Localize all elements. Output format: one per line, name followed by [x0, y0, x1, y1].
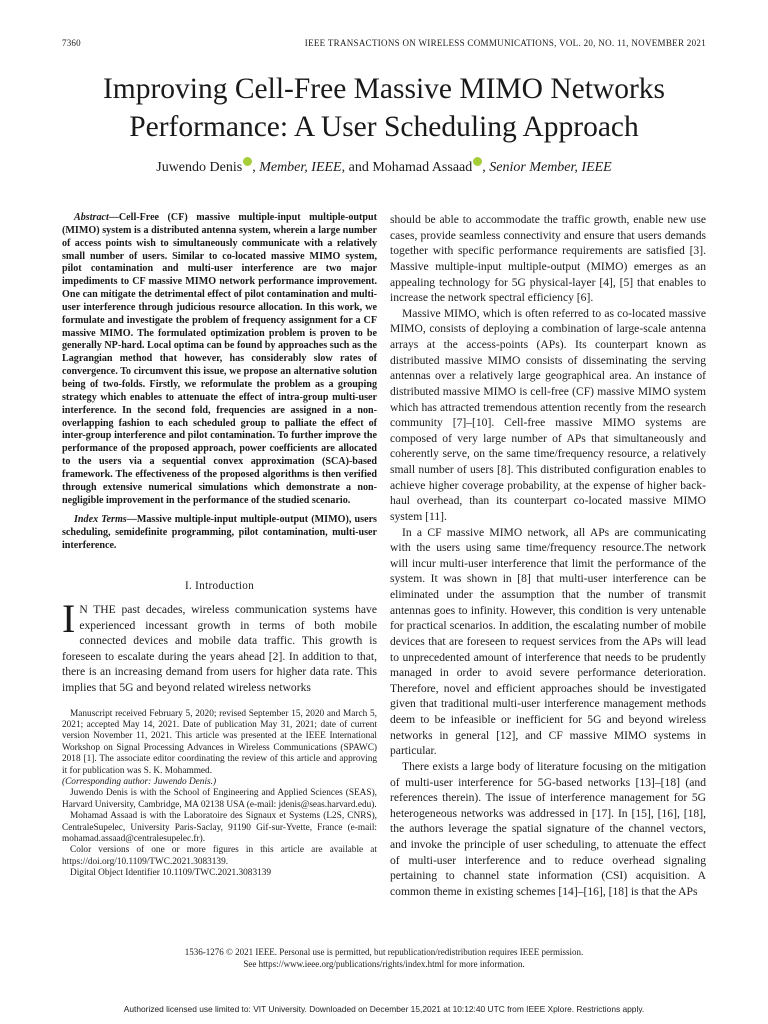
footnote-corresponding: (Corresponding author: Juwendo Denis.): [62, 776, 217, 787]
footnote-color: Color versions of one or more figures in this article are available at https://doi.org/10.1109/TWC.2021.3083139.: [62, 845, 377, 867]
body-paragraph-2: Massive MIMO, which is often referred to as co-located massive MIMO, consists of deploying a combination of large-scale antenna arrays at the access-points (APs). Its counterpart known as distributed massive MIMO consists of disseminating the serving antennas over a relatively large geographical area. An instance of distributed massive MIMO is cell-free (CF) massive MIMO system which has attracted tremendous attention recently from the research community [7]–[10]. Cell-free massive MIMO systems are composed of very large number of APs that simultaneously and coherently serve, on the same time/frequency resource, a relatively small number of users [8]. This distributed configuration enables to achieve higher coverage probability, at the expense of higher back-haul overhead, than its counterpart co-located massive MIMO system [11].: [390, 306, 706, 523]
footnotes: [62, 709, 377, 880]
intro-text: N THE past decades, wireless communication systems have experienced incessant growth in terms of both mobile connected devices and mobile data traffic. This growth is foreseen to escalate during the years ahead [2]. In addition to that, there is an increasing demand from users for higher data rate. This implies that 5G and beyond related wireless networks: [62, 602, 377, 694]
author-name-1: Juwendo Denis: [156, 160, 243, 175]
index-terms-label: Index Terms: [74, 514, 127, 526]
title-line-2: Performance: A User Scheduling Approach: [129, 111, 639, 143]
left-column: [62, 212, 377, 880]
author-name-2: Mohamad Assaad: [372, 160, 473, 175]
section-heading: I. Introduction: [184, 579, 255, 592]
intro-paragraph: [62, 595, 377, 696]
footnote-received: Manuscript received February 5, 2020; revised September 15, 2020 and March 5, 2021; accepted May 14, 2021. Date of publication May 31, 2021; date of current version November 11, 2021. This article was presented at the IEEE International Workshop on Signal Processing Advances in Wireless Communications (SPAWC) 2018 [1]. The associate editor coordinating the review of this article and approving it for publication was S. K. Mohammed.: [62, 708, 377, 776]
index-terms: Index Terms—Massive multiple-input multiple-output (MIMO), users scheduling, semidefinite programming, pilot contamination, multi-user interference.: [62, 514, 377, 552]
authorized-use-notice: Authorized licensed use limited to: VIT University. Downloaded on December 15,2021 at 10:12:40 UTC from IEEE Xplore. Restrictions apply.: [123, 1004, 645, 1014]
page-number: 7360: [62, 38, 81, 48]
drop-cap: I: [62, 595, 76, 641]
abstract: Abstract—Cell-Free (CF) massive multiple-input multiple-output (MIMO) system is a distributed antenna system, wherein a large number of access points wish to simultaneously communicate with a relatively small number of users. Similar to co-located massive MIMO system, pilot contamination and multi-user interference are two major impediments to CF massive MIMO network performance improvement. One can mitigate the detrimental effect of pilot contamination and multi-user interference through judicious resource allocation. In this work, we formulate and investigate the problem of frequency assignment for a CF massive MIMO. The formulated optimization problem is proven to be generally NP-hard. Local optima can be found by approaches such as the Lagrangian method that however, has considerably slow rates of convergence. To circumvent this issue, we propose an alternative solution being of two-folds. Firstly, we reformulate the problem as a grouping strategy which enables to attenuate the effect of intra-group multi-user interference. In the second fold, frequencies are assigned in a non-overlapping fashion to each scheduled group to palliate the effect of inter-group interference and pilot contamination. To further improve the performance of the proposed approach, power coefficients are allocated to the users via a sequential convex approximation (SCA)-based framework. The effectiveness of the proposed algorithms is then verified through extensive numerical simulations which demonstrate a non-negligible improvement in the performance of the studied scenario.: [62, 212, 377, 506]
footnote-denis: Juwendo Denis is with the School of Engineering and Applied Sciences (SEAS), Harvard University, Cambridge, MA 02138 USA (e-mail: jdenis@seas.harvard.edu).: [62, 788, 377, 810]
right-column: [390, 212, 706, 900]
journal-header: IEEE TRANSACTIONS ON WIRELESS COMMUNICATIONS, VOL. 20, NO. 11, NOVEMBER 2021: [304, 38, 706, 48]
abstract-text: Cell-Free (CF) massive multiple-input multiple-output (MIMO) system is a distributed antenna system, wherein a large number of access points wish to simultaneously communicate with a relatively small number of users. Similar to co-located massive MIMO system, pilot contamination and multi-user interference are two major impediments to CF massive MIMO network performance improvement. One can mitigate the detrimental effect of pilot contamination and multi-user interference through judicious resource allocation. In this work, we formulate and investigate the problem of frequency assignment for a CF massive MIMO. The formulated optimization problem is proven to be generally NP-hard. Local optima can be found by approaches such as the Lagrangian method that however, has considerably slow rates of convergence. To circumvent this issue, we propose an alternative solution being of two-folds. Firstly, we reformulate the problem as a grouping strategy which enables to attenuate the effect of intra-group multi-user interference. In the second fold, frequencies are assigned in a non-overlapping fashion to each scheduled group to palliate the effect of inter-group interference and pilot contamination. To further improve the performance of the proposed approach, power coefficients are allocated to the users via a sequential convex approximation (SCA)-based framework. The effectiveness of the proposed algorithms is then verified through extensive numerical simulations which demonstrate a non-negligible improvement in the performance of the studied scenario.: [62, 212, 377, 506]
author-line: Juwendo Denis , Member, IEEE, and Mohamad Assaad , Senior Member, IEEE: [40, 157, 728, 176]
index-terms-text: Massive multiple-input multiple-output (MIMO), users scheduling, semidefinite programming, pilot contamination, multi-user interference.: [62, 514, 377, 552]
abstract-label: Abstract: [74, 212, 109, 223]
body-paragraph-1: should be able to accommodate the traffic growth, enable new use cases, provide seamless connectivity and ensure that users demands together with specific performance requirements are satisfied [3]. Massive multiple-input multiple-output (MIMO) emerges as an appealing technology for 5G physical-layer [4], [5] that enables to increase the network spectral efficiency [6].: [390, 213, 706, 305]
author-role-2: Senior Member, IEEE: [489, 160, 612, 175]
title-line-1: Improving Cell-Free Massive MIMO Networks: [102, 73, 666, 105]
body-paragraph-4: There exists a large body of literature focusing on the mitigation of multi-user interference for 5G-based networks [13]–[18] (and references therein). The issue of interference management for 5G heterogeneous networks was addressed in [17]. In [15], [16], [18], the authors leverage the spatial signature of the channel vectors, and invoke the principle of user scheduling, to attenuate the effect of multi-user interference and to reduce overhead signaling pertaining to channel state information (CSI) acquisition. A common theme in existing schemes [14]–[16], [18] is that the APs: [390, 759, 706, 898]
copyright-line-2: See https://www.ieee.org/publications/rights/index.html for more information.: [243, 959, 525, 969]
orcid-icon[interactable]: [473, 157, 482, 166]
orcid-icon[interactable]: [243, 157, 252, 166]
footnote-doi: Digital Object Identifier 10.1109/TWC.2021.3083139: [70, 868, 272, 879]
author-role-1: Member, IEEE: [259, 160, 342, 175]
footnote-assaad: Mohamad Assaad is with the Laboratoire des Signaux et Systems (L2S, CNRS), CentraleSupelec, University Paris-Saclay, 91190 Gif-sur-Yvette, France (e-mail: mohamad.assaad@centralesupelec.fr).: [62, 811, 377, 844]
paper-title: [40, 70, 728, 146]
copyright-line-1: 1536-1276 © 2021 IEEE. Personal use is permitted, but republication/redistribution requires IEEE permission.: [184, 947, 584, 957]
author-joiner: , and: [341, 160, 373, 175]
copyright-notice: [62, 946, 706, 970]
body-paragraph-3: In a CF massive MIMO network, all APs are communicating with the users using same time/frequency resource.The network will incur multi-user interference that limit the performance of the system. It was shown in [8] that multi-user interference can be eliminated under the assumption that the number of transmit antennas goes to infinity. However, this condition is very untenable for practical scenarios. In addition, the escalating number of mobile devices that are foreseen to request services from the APs will lead to unprecedented amount of interference that needs to be prudently managed in order to avoid severe performance deterioration. Therefore, novel and efficient approaches should be investigated given that traditional multi-user interference management methods deem to be infeasible or inefficient for 5G and beyond wireless networks in general [12], and CF massive MIMO systems in particular.: [390, 525, 706, 758]
